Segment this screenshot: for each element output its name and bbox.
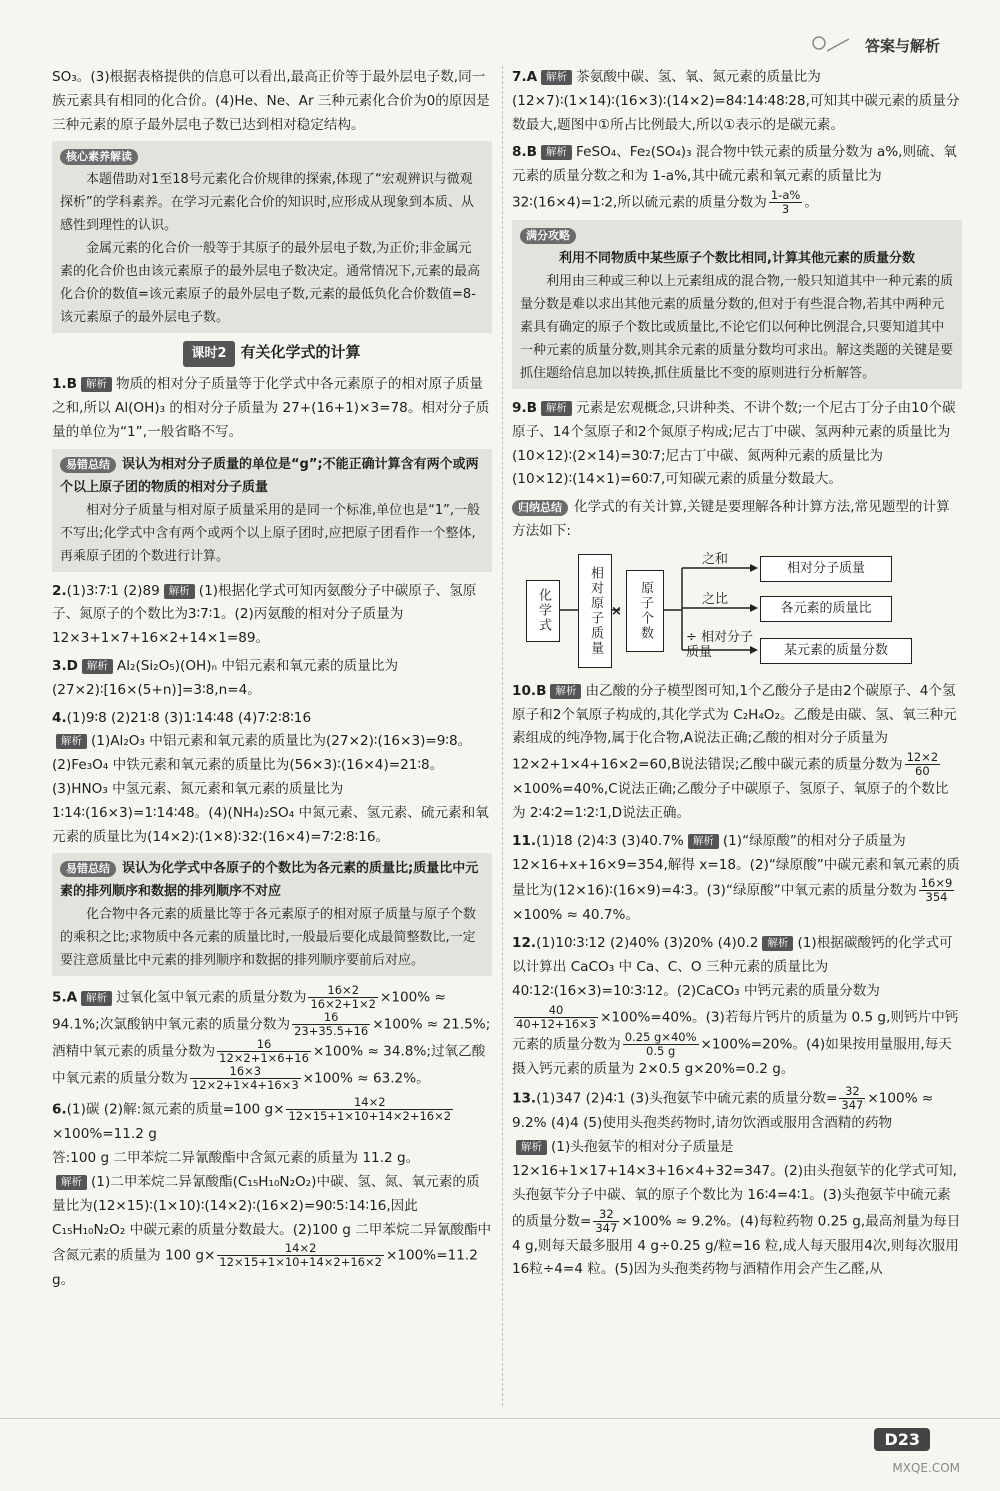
fraction: $\frac{14\times 2}{12\times 15+1\times 10+14\times 2+16\times 2}$ <box>219 1241 382 1270</box>
question-10: 10.B 解析 由乙酸的分子模型图可知,1个乙酸分子是由2个碳原子、4个氢原子和2个氧原子构成的,其化学式为 C₂H₄O₂。乙酸是由碳、氢、氧三种元素组成的纯净物,属于化合物,A说法正确;乙酸的相对分子质量为 12×2+1×4+16×2=60,B说法错误;乙酸中碳元素的质量分数为 $\frac{12\times 2}{60}$ ×100%=40%,C说法正确;乙酸分子中碳原子、氢原子、氧原子的个数比为 2∶4∶2=1∶2∶1,D说法正确。 <box>512 682 957 821</box>
diagram-box-formula: 化学式 <box>526 580 560 642</box>
fraction: $\frac{32}{347}$ <box>841 1084 864 1113</box>
fraction: $\frac{12\times 2}{60}$ <box>906 750 939 779</box>
analysis-tag: 解析 <box>56 734 87 749</box>
mistake-summary-box-2: 易错总结 误认为化学式中各原子的个数比为各元素的质量比;质量比中元素的排列顺序和数据的排列顺序不对应 化合物中各元素的质量比等于各元素原子的相对原子质量与原子个数的乘积之比;求物质中各元素的质量比时,一般最后要化成最简整数比,一定要注意质量比中元素的排列顺序和数据的排列顺序要前后对应。 <box>52 853 492 976</box>
fraction: $\frac{16\times 2}{16\times 2+1\times 2}$ <box>310 983 376 1012</box>
lesson-title: 有关化学式的计算 <box>240 343 361 362</box>
question-4: 4.(1)9∶8 (2)21∶8 (3)1∶14∶48 (4)7∶2∶8∶16 解析 (1)Al₂O₃ 中铝元素和氧元素的质量比为(27×2)∶(16×3)=9∶8。(2)Fe₃O₄ 中铁元素和氧元素的质量比为(56×3)∶(16×4)=21∶8。(3)HNO₃ 中氢元素、氮元素和氧元素的质量比为 1∶14∶(16×3)=1∶14∶48。(4)(NH₄)₂SO₄ 中氮元素、氢元素、硫元素和氧元素的质量比为(14×2)∶(1×8)∶32∶(16×4)=7∶2∶8∶16。 <box>52 709 489 845</box>
diagram-label-sum: 之和 <box>702 551 729 567</box>
analysis-tag: 解析 <box>164 584 195 599</box>
core-literacy-box <box>52 141 492 333</box>
fraction: $\frac{32}{347}$ <box>595 1206 618 1235</box>
analysis-tag: 解析 <box>81 377 112 392</box>
footer-line <box>0 1418 1000 1419</box>
question-1: 1.B 解析 物质的相对分子质量等于化学式中各元素原子的相对原子质量之和,所以 Al(OH)₃ 的相对分子质量为 27+(16+1)×3=78。相对分子质量的单位为“1”,一般省略不写。 <box>52 376 490 440</box>
diagram-box-atom-count: 原子个数 <box>626 570 664 652</box>
question-2: 2.(1)3∶7∶1 (2)89 解析 (1)根据化学式可知丙氨酸分子中碳原子、氢原子、氮原子的个数比为3∶7∶1。(2)丙氨酸的相对分子质量为 12×3+1×7+16×2+14×1=89。 <box>52 582 477 647</box>
diagram-times: × <box>611 603 622 619</box>
question-11: 11.(1)18 (2)4∶3 (3)40.7% 解析 (1)“绿原酸”的相对分子质量为 12×16+x+16×9=354,解得 x=18。(2)“绿原酸”中碳元素和氧元素的质量比为(12×16)∶(16×9)=4∶3。(3)“绿原酸”中氧元素的质量分数为 $\frac{16\times 9}{354}$ ×100% ≈ 40.7%。 <box>512 832 960 924</box>
fraction: $\frac{16}{23+35.5+16}$ <box>294 1010 369 1039</box>
question-6: 6.(1)碳 (2)解:氮元素的质量=100 g× $\frac{14\times 2}{12\times 15+1\times 10+14\times 2+16\times 2}$ ×100%=11.2 g 答:100 g 二甲苯烷二异氰酸酯中含氮元素的质量为 11.2 g。 解析 (1)二甲苯烷二异氰酸酯(C₁₅H₁₀N₂O₂)中碳、氢、氮、氧元素的质量比为(12×15)∶(1×10)∶(14×2)∶(16×2)=90∶5∶14∶16,因此 C₁₅H₁₀N₂O₂ 中碳元素的质量分数最大。(2)100 g 二甲苯烷二异氰酸酯中含氮元素的质量为 100 g× $\frac{14\times 2}{12\times 15+1\times 10+14\times 2+16\times 2}$ ×100%=11.2 g。 <box>52 1095 492 1289</box>
mistake-summary-box-1: 易错总结 误认为相对分子质量的单位是“g”;不能正确计算含有两个或两个以上原子团的物质的相对分子质量 相对分子质量与相对原子质量采用的是同一个标准,单位也是“1”,一般不写出;化学式中含有两个或两个以上原子团时,应把原子团看作一个整体,再乘原子团的个数进行计算。 <box>52 449 492 572</box>
fraction: $\frac{16\times 3}{12\times 2+1\times 4+16\times 3}$ <box>191 1064 299 1093</box>
mistake-badge: 易错总结 <box>60 861 116 877</box>
core-literacy-badge: 核心素养解读 <box>60 149 138 165</box>
page-header <box>809 30 940 60</box>
analysis-tag: 解析 <box>516 1140 547 1155</box>
question-12: 12.(1)10∶3∶12 (2)40% (3)20% (4)0.2 解析 (1)根据碳酸钙的化学式可以计算出 CaCO₃ 中 Ca、C、O 三种元素的质量比为 40∶12∶(16×3)=10∶3∶12。(2)CaCO₃ 中钙元素的质量分数为 $\frac{40}{40+12+16\times 3}$ ×100%=40%。(3)若每片钙片的质量为 0.5 g,则钙片中钙元素的质量分数为 $\frac{0.25 g\times 40\%}{0.5 g}$ ×100%=20%。(4)如果按用量服用,每天摄入钙元素的质量为 2×0.5 g×20%=0.2 g。 <box>512 935 959 1077</box>
core-literacy-para-1: 本题借助对1至18号元素化合价规律的探索,体现了“宏观辨识与微观探析”的学科素养。在学习元素化合价的知识时,应形成从现象到本质、从感性到理性的认识。 <box>60 172 474 234</box>
fraction: $\frac{40}{40+12+16\times 3}$ <box>516 1002 597 1031</box>
diagram-out-mass-ratio: 各元素的质量比 <box>760 596 892 622</box>
diagram-out-mass-fraction: 某元素的质量分数 <box>760 638 912 664</box>
fraction: $\frac{16}{12\times 2+1\times 6+16}$ <box>219 1037 309 1066</box>
fraction: $\frac{0.25 g\times 40\%}{0.5 g}$ <box>624 1029 697 1058</box>
diagram-label-divide: ÷ 相对分子质量 <box>686 629 754 660</box>
doodle-icon <box>809 33 855 57</box>
fraction: $\frac{16\times 9}{354}$ <box>920 876 953 905</box>
mistake-badge: 易错总结 <box>60 457 116 473</box>
analysis-tag: 解析 <box>541 145 572 160</box>
header-title: 答案与解析 <box>864 36 940 55</box>
strategy-badge: 满分攻略 <box>520 228 576 244</box>
analysis-tag: 解析 <box>56 1175 87 1190</box>
analysis-tag: 解析 <box>81 991 112 1006</box>
right-column <box>512 66 962 1286</box>
question-7: 7.A 解析 茶氨酸中碳、氢、氧、氮元素的质量比为(12×7)∶(1×14)∶(16×3)∶(14×2)=84∶14∶48∶28,可知其中碳元素的质量分数最大,题图中①所占比例最大,所以①表示的是碳元素。 <box>512 69 960 133</box>
analysis-tag: 解析 <box>762 936 793 951</box>
question-3: 3.D 解析 Al₂(Si₂O₅)(OH)ₙ 中铝元素和氧元素的质量比为(27×2)∶[16×(5+n)]=3∶8,n=4。 <box>52 657 399 698</box>
core-literacy-para-2: 金属元素的化合价一般等于其原子的最外层电子数,为正价;非金属元素的化合价也由该元素原子的最外层电子数决定。通常情况下,元素的最高化合价的数值=该元素原子的最外层电子数,元素的最低负化合价数值=8-该元素原子的最外层电子数。 <box>60 241 481 326</box>
summary-badge: 归纳总结 <box>512 500 568 516</box>
watermark-text: MXQE.COM <box>892 1461 960 1475</box>
page-number: D23 <box>874 1428 930 1451</box>
lesson-heading <box>52 341 492 367</box>
left-column <box>52 66 492 1297</box>
calculation-diagram <box>522 550 962 670</box>
analysis-tag: 解析 <box>541 70 572 85</box>
analysis-tag: 解析 <box>550 684 581 699</box>
full-score-strategy-box: 满分攻略 利用不同物质中某些原子个数比相同,计算其他元素的质量分数 利用由三种或三种以上元素组成的混合物,一般只知道其中一种元素的质量分数是难以求出其他元素的质量分数的,但对于有些混合物,若其中两种元素具有确定的原子个数比或质量比,不论它们以何种比例混合,只要知道其中一种元素的质量分数,则其余元素的质量分数均可求出。解这类题的关键是要抓住题给信息加以转换,抓住质量比不变的原则进行分析解答。 <box>512 220 962 389</box>
intro-text: SO₃。(3)根据表格提供的信息可以看出,最高正价等于最外层电子数,同一族元素具有相同的化合价。(4)He、Ne、Ar 三种元素化合价为0的原因是三种元素的原子最外层电子数已达到相对稳定结构。 <box>52 69 490 133</box>
summary-text: 归纳总结 化学式的有关计算,关键是要理解各种计算方法,常见题型的计算方法如下: <box>512 499 950 539</box>
question-9: 9.B 解析 元素是宏观概念,只讲种类、不讲个数;一个尼古丁分子由10个碳原子、14个氢原子和2个氮原子构成;尼古丁中碳、氢两种元素的质量比为(10×12)∶(2×14)=30∶7;尼古丁中碳、氮两种元素的质量比为(10×12)∶(14×1)=60∶7,可知碳元素的质量分数最大。 <box>512 399 956 488</box>
lesson-tag: 课时2 <box>183 341 234 367</box>
question-8: 8.B 解析 FeSO₄、Fe₂(SO₄)₃ 混合物中铁元素的质量分数为 a%,则硫、氧元素的质量分数之和为 1-a%,其中硫元素和氧元素的质量比为 32∶(16×4)=1∶2,所以硫元素的质量分数为 $\frac{1-a\%}{3}$ 。 <box>512 144 957 216</box>
diagram-label-ratio: 之比 <box>702 591 729 607</box>
analysis-tag: 解析 <box>688 834 719 849</box>
question-5: 5.A 解析 过氧化氢中氧元素的质量分数为 $\frac{16\times 2}{16\times 2+1\times 2}$ ×100% ≈ 94.1%;次氯酸钠中氧元素的质量分数为 $\frac{16}{23+35.5+16}$ ×100% ≈ 21.5%;酒精中氧元素的质量分数为 $\frac{16}{12\times 2+1\times 6+16}$ ×100% ≈ 34.8%;过氧乙酸中氧元素的质量分数为 $\frac{16\times 3}{12\times 2+1\times 4+16\times 3}$ ×100% ≈ 63.2%。 <box>52 983 491 1093</box>
analysis-tag: 解析 <box>82 659 113 674</box>
column-divider <box>502 66 503 1406</box>
diagram-box-atomic-mass: 相对原子质量 <box>578 554 612 668</box>
question-13: 13.(1)347 (2)4∶1 (3)头孢氨苄中硫元素的质量分数= $\frac{32}{347}$ ×100% ≈ 9.2% (4)4 (5)使用头孢类药物时,请勿饮酒或服用含酒精的药物 解析 (1)头孢氨苄的相对分子质量是 12×16+1×17+14×3+16×4+32=347。(2)由头孢氨苄的化学式可知,头孢氨苄分子中碳、氧的原子个数比为 16∶4=4∶1。(3)头孢氨苄中硫元素的质量分数= $\frac{32}{347}$ ×100% ≈ 9.2%。(4)每粒药物 0.25 g,最高剂量为每日 4 g,则每天最多服用 4 g÷0.25 g/粒=16 粒,成人每天服用4次,则每次服用16粒÷4=4 粒。(5)因为头孢类药物与酒精作用会产生乙醛,从 <box>512 1084 961 1278</box>
diagram-out-molecular-mass: 相对分子质量 <box>760 556 892 582</box>
analysis-tag: 解析 <box>541 401 572 416</box>
fraction: $\frac{1-a\%}{3}$ <box>770 187 801 216</box>
fraction: $\frac{14\times 2}{12\times 15+1\times 10+14\times 2+16\times 2}$ <box>288 1095 452 1124</box>
